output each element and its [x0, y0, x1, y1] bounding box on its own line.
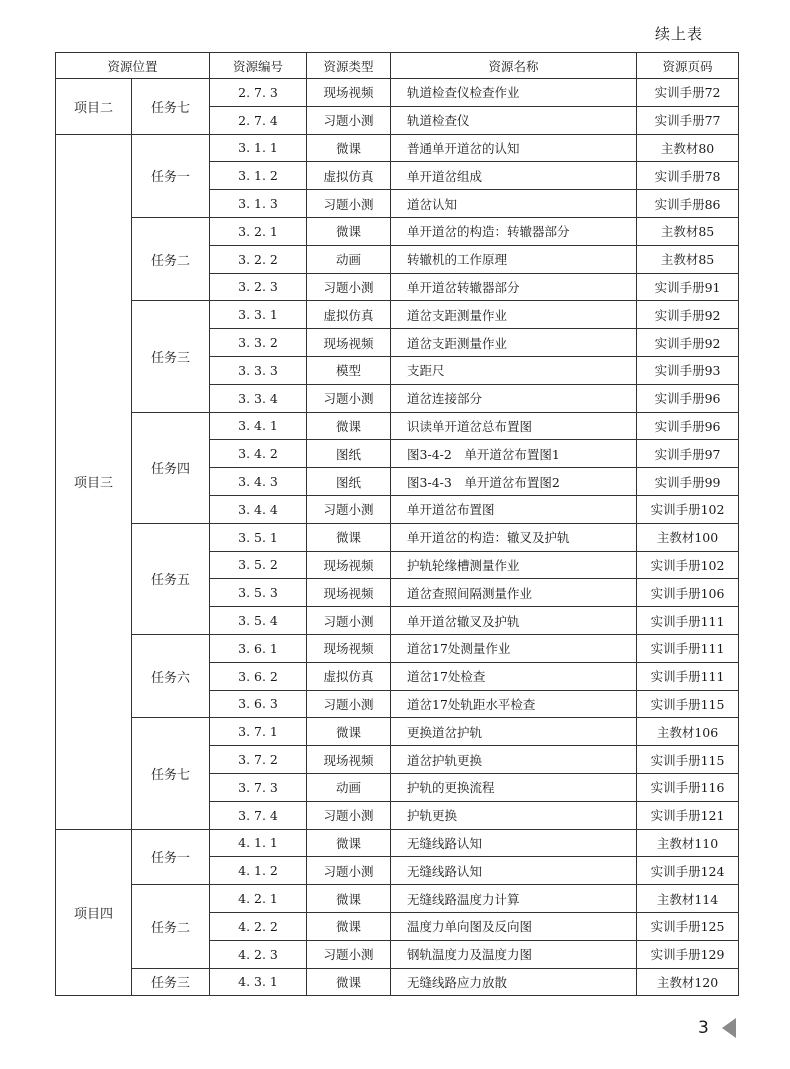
resource-type-cell: 现场视频 [307, 551, 391, 579]
resource-code-cell: 3. 3. 3 [210, 356, 307, 384]
resource-code-cell: 3. 4. 2 [210, 440, 307, 468]
resource-code-cell: 3. 6. 1 [210, 634, 307, 662]
resource-code-cell: 3. 1. 1 [210, 134, 307, 162]
resource-name-cell: 无缝线路应力放散 [391, 968, 637, 996]
resource-code-cell: 4. 2. 2 [210, 912, 307, 940]
resource-type-cell: 微课 [307, 968, 391, 996]
resource-name-cell: 识读单开道岔总布置图 [391, 412, 637, 440]
resource-page-cell: 实训手册96 [637, 412, 739, 440]
resource-page-cell: 实训手册115 [637, 746, 739, 774]
resource-type-cell: 现场视频 [307, 79, 391, 107]
resource-type-cell: 习题小测 [307, 690, 391, 718]
resource-name-cell: 单开道岔的构造：辙叉及护轨 [391, 523, 637, 551]
resource-code-cell: 3. 4. 4 [210, 495, 307, 523]
resource-code-cell: 2. 7. 4 [210, 106, 307, 134]
resource-type-cell: 图纸 [307, 468, 391, 496]
table-row [56, 885, 739, 913]
resource-code-cell: 2. 7. 3 [210, 79, 307, 107]
resource-page-cell: 实训手册125 [637, 912, 739, 940]
task-cell: 任务五 [132, 523, 210, 634]
resource-code-cell: 3. 5. 4 [210, 607, 307, 635]
resource-page-cell: 实训手册92 [637, 329, 739, 357]
resource-name-cell: 单开道岔辙叉及护轨 [391, 607, 637, 635]
resource-page-cell: 实训手册115 [637, 690, 739, 718]
resource-name-cell: 道岔护轨更换 [391, 746, 637, 774]
resource-code-cell: 3. 2. 2 [210, 245, 307, 273]
resource-name-cell: 道岔连接部分 [391, 384, 637, 412]
resource-type-cell: 动画 [307, 773, 391, 801]
resource-page-cell: 主教材85 [637, 217, 739, 245]
resource-code-cell: 4. 1. 2 [210, 857, 307, 885]
resource-type-cell: 微课 [307, 885, 391, 913]
header-code: 资源编号 [210, 53, 307, 79]
resource-name-cell: 图3-4-3 单开道岔布置图2 [391, 468, 637, 496]
resource-name-cell: 转辙机的工作原理 [391, 245, 637, 273]
resource-type-cell: 现场视频 [307, 579, 391, 607]
resource-name-cell: 温度力单向图及反向图 [391, 912, 637, 940]
task-cell: 任务七 [132, 718, 210, 829]
resource-name-cell: 无缝线路温度力计算 [391, 885, 637, 913]
resource-type-cell: 微课 [307, 412, 391, 440]
resource-name-cell: 道岔支距测量作业 [391, 329, 637, 357]
resource-page-cell: 实训手册99 [637, 468, 739, 496]
resource-page-cell: 实训手册111 [637, 607, 739, 635]
resource-page-cell: 实训手册77 [637, 106, 739, 134]
resource-code-cell: 4. 3. 1 [210, 968, 307, 996]
resource-page-cell: 主教材114 [637, 885, 739, 913]
table-row [56, 829, 739, 857]
table-row [56, 134, 739, 162]
table-row [56, 412, 739, 440]
task-cell: 任务一 [132, 134, 210, 217]
resource-name-cell: 道岔认知 [391, 190, 637, 218]
resource-name-cell: 道岔17处轨距水平检查 [391, 690, 637, 718]
resource-name-cell: 护轨轮缘槽测量作业 [391, 551, 637, 579]
task-cell: 任务二 [132, 217, 210, 300]
resource-type-cell: 虚拟仿真 [307, 301, 391, 329]
resource-page-cell: 实训手册86 [637, 190, 739, 218]
resource-name-cell: 轨道检查仪 [391, 106, 637, 134]
resource-name-cell: 无缝线路认知 [391, 829, 637, 857]
resource-name-cell: 更换道岔护轨 [391, 718, 637, 746]
resource-code-cell: 3. 4. 1 [210, 412, 307, 440]
resource-name-cell: 道岔查照间隔测量作业 [391, 579, 637, 607]
resource-code-cell: 4. 1. 1 [210, 829, 307, 857]
resource-type-cell: 虚拟仿真 [307, 162, 391, 190]
resource-type-cell: 习题小测 [307, 384, 391, 412]
resource-page-cell: 实训手册116 [637, 773, 739, 801]
resource-type-cell: 图纸 [307, 440, 391, 468]
resource-name-cell: 护轨更换 [391, 801, 637, 829]
header-type: 资源类型 [307, 53, 391, 79]
task-cell: 任务七 [132, 79, 210, 135]
table-row [56, 523, 739, 551]
resource-page-cell: 实训手册129 [637, 940, 739, 968]
resource-type-cell: 习题小测 [307, 495, 391, 523]
table-row [56, 217, 739, 245]
table-row [56, 301, 739, 329]
table-body [56, 79, 739, 996]
resource-page-cell: 实训手册78 [637, 162, 739, 190]
resource-type-cell: 习题小测 [307, 940, 391, 968]
header-name: 资源名称 [391, 53, 637, 79]
resource-code-cell: 3. 7. 1 [210, 718, 307, 746]
resource-type-cell: 微课 [307, 217, 391, 245]
resource-code-cell: 3. 7. 4 [210, 801, 307, 829]
resource-code-cell: 3. 3. 1 [210, 301, 307, 329]
resource-name-cell: 单开道岔布置图 [391, 495, 637, 523]
resource-name-cell: 图3-4-2 单开道岔布置图1 [391, 440, 637, 468]
project-cell: 项目三 [56, 134, 132, 829]
resource-name-cell: 普通单开道岔的认知 [391, 134, 637, 162]
resource-type-cell: 习题小测 [307, 190, 391, 218]
project-cell: 项目四 [56, 829, 132, 996]
resource-page-cell: 主教材85 [637, 245, 739, 273]
resource-name-cell: 护轨的更换流程 [391, 773, 637, 801]
table-row [56, 79, 739, 107]
resource-page-cell: 实训手册102 [637, 495, 739, 523]
resource-type-cell: 微课 [307, 134, 391, 162]
resource-page-cell: 实训手册111 [637, 662, 739, 690]
resource-page-cell: 实训手册106 [637, 579, 739, 607]
resource-page-cell: 主教材80 [637, 134, 739, 162]
resource-page-cell: 实训手册96 [637, 384, 739, 412]
resource-type-cell: 微课 [307, 829, 391, 857]
resource-code-cell: 3. 2. 3 [210, 273, 307, 301]
resource-type-cell: 习题小测 [307, 273, 391, 301]
task-cell: 任务四 [132, 412, 210, 523]
resource-type-cell: 习题小测 [307, 857, 391, 885]
resource-code-cell: 3. 5. 1 [210, 523, 307, 551]
table-row [56, 968, 739, 996]
resource-page-cell: 实训手册102 [637, 551, 739, 579]
resource-page-cell: 实训手册92 [637, 301, 739, 329]
resource-type-cell: 习题小测 [307, 801, 391, 829]
page-number: 3 [698, 1018, 709, 1038]
task-cell: 任务三 [132, 968, 210, 996]
resource-type-cell: 现场视频 [307, 329, 391, 357]
resource-code-cell: 3. 1. 2 [210, 162, 307, 190]
resource-code-cell: 4. 2. 3 [210, 940, 307, 968]
resource-type-cell: 习题小测 [307, 607, 391, 635]
table-header-row [56, 53, 739, 79]
resource-page-cell: 实训手册97 [637, 440, 739, 468]
resource-page-cell: 主教材110 [637, 829, 739, 857]
resource-page-cell: 实训手册91 [637, 273, 739, 301]
resource-type-cell: 现场视频 [307, 634, 391, 662]
resource-name-cell: 道岔17处测量作业 [391, 634, 637, 662]
resource-name-cell: 支距尺 [391, 356, 637, 384]
resource-type-cell: 微课 [307, 523, 391, 551]
resource-code-cell: 3. 3. 2 [210, 329, 307, 357]
resource-name-cell: 无缝线路认知 [391, 857, 637, 885]
resource-table [55, 52, 739, 996]
resource-name-cell: 道岔17处检查 [391, 662, 637, 690]
resource-name-cell: 道岔支距测量作业 [391, 301, 637, 329]
task-cell: 任务一 [132, 829, 210, 885]
resource-code-cell: 3. 6. 3 [210, 690, 307, 718]
resource-code-cell: 4. 2. 1 [210, 885, 307, 913]
resource-name-cell: 钢轨温度力及温度力图 [391, 940, 637, 968]
resource-type-cell: 习题小测 [307, 106, 391, 134]
resource-page-cell: 实训手册93 [637, 356, 739, 384]
left-triangle-icon [722, 1018, 736, 1038]
resource-type-cell: 现场视频 [307, 746, 391, 774]
resource-name-cell: 轨道检查仪检查作业 [391, 79, 637, 107]
resource-code-cell: 3. 7. 2 [210, 746, 307, 774]
resource-type-cell: 动画 [307, 245, 391, 273]
resource-name-cell: 单开道岔组成 [391, 162, 637, 190]
resource-type-cell: 模型 [307, 356, 391, 384]
resource-page-cell: 主教材100 [637, 523, 739, 551]
resource-code-cell: 3. 1. 3 [210, 190, 307, 218]
resource-code-cell: 3. 4. 3 [210, 468, 307, 496]
table-continuation-caption: 续上表 [655, 25, 704, 43]
table-row [56, 634, 739, 662]
resource-code-cell: 3. 3. 4 [210, 384, 307, 412]
resource-type-cell: 微课 [307, 718, 391, 746]
resource-page-cell: 实训手册111 [637, 634, 739, 662]
table-row [56, 718, 739, 746]
task-cell: 任务三 [132, 301, 210, 412]
resource-type-cell: 虚拟仿真 [307, 662, 391, 690]
resource-code-cell: 3. 5. 2 [210, 551, 307, 579]
resource-page-cell: 主教材120 [637, 968, 739, 996]
resource-code-cell: 3. 5. 3 [210, 579, 307, 607]
resource-page-cell: 主教材106 [637, 718, 739, 746]
resource-name-cell: 单开道岔转辙器部分 [391, 273, 637, 301]
resource-type-cell: 微课 [307, 912, 391, 940]
resource-code-cell: 3. 7. 3 [210, 773, 307, 801]
task-cell: 任务六 [132, 634, 210, 717]
project-cell: 项目二 [56, 79, 132, 135]
resource-name-cell: 单开道岔的构造：转辙器部分 [391, 217, 637, 245]
header-page: 资源页码 [637, 53, 739, 79]
resource-page-cell: 实训手册72 [637, 79, 739, 107]
header-location: 资源位置 [56, 53, 210, 79]
resource-code-cell: 3. 6. 2 [210, 662, 307, 690]
resource-code-cell: 3. 2. 1 [210, 217, 307, 245]
resource-page-cell: 实训手册121 [637, 801, 739, 829]
resource-page-cell: 实训手册124 [637, 857, 739, 885]
task-cell: 任务二 [132, 885, 210, 968]
